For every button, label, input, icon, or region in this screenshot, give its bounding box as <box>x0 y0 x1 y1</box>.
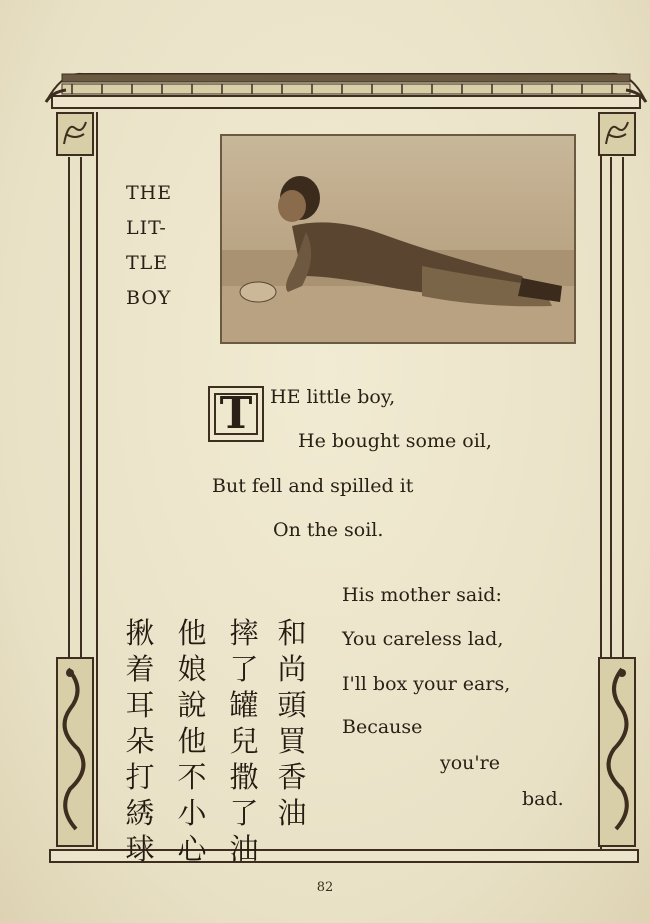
poem-line: But fell and spilled it <box>212 475 414 497</box>
poem-line: On the soil. <box>273 519 384 541</box>
title-line: THE <box>126 182 173 204</box>
drop-cap <box>208 386 264 442</box>
page-number: 82 <box>316 880 334 895</box>
poem-title <box>126 176 206 316</box>
right-pillar <box>604 112 630 857</box>
title-line: BOY <box>126 287 172 309</box>
poem-line: His mother said: <box>342 584 502 606</box>
frame-inner-line-left <box>96 112 98 852</box>
chinese-column: 他 娘 說 他 不 小 心 <box>177 616 207 866</box>
poem-line: You careless lad, <box>342 628 504 650</box>
poem-line: you're <box>440 752 500 774</box>
drop-cap-letter: T <box>214 393 258 435</box>
photo-boy-crawling <box>220 134 576 344</box>
left-pillar-capital <box>56 112 94 156</box>
chinese-column: 揪 着 耳 朵 打 綉 球 <box>125 616 155 866</box>
poem-line: HE little boy, <box>270 386 396 408</box>
right-pillar-capital <box>598 112 636 156</box>
right-pillar-shaft <box>610 157 624 717</box>
title-line: TLE <box>126 252 169 274</box>
poem-line: bad. <box>522 788 564 810</box>
left-pillar <box>62 112 88 857</box>
right-dragon-panel <box>598 657 636 847</box>
left-pillar-shaft <box>68 157 82 717</box>
poem-line: He bought some oil, <box>298 430 492 452</box>
title-line: LIT- <box>126 217 167 239</box>
poem-line: I'll box your ears, <box>342 673 511 695</box>
roof-cornice-ornament <box>42 52 650 114</box>
left-dragon-panel <box>56 657 94 847</box>
chinese-column: 摔 了 罐 兒 撒 了 油 <box>229 616 259 866</box>
poem-line: Because <box>342 716 423 738</box>
chinese-column: 和 尚 頭 買 香 油 <box>277 616 307 830</box>
